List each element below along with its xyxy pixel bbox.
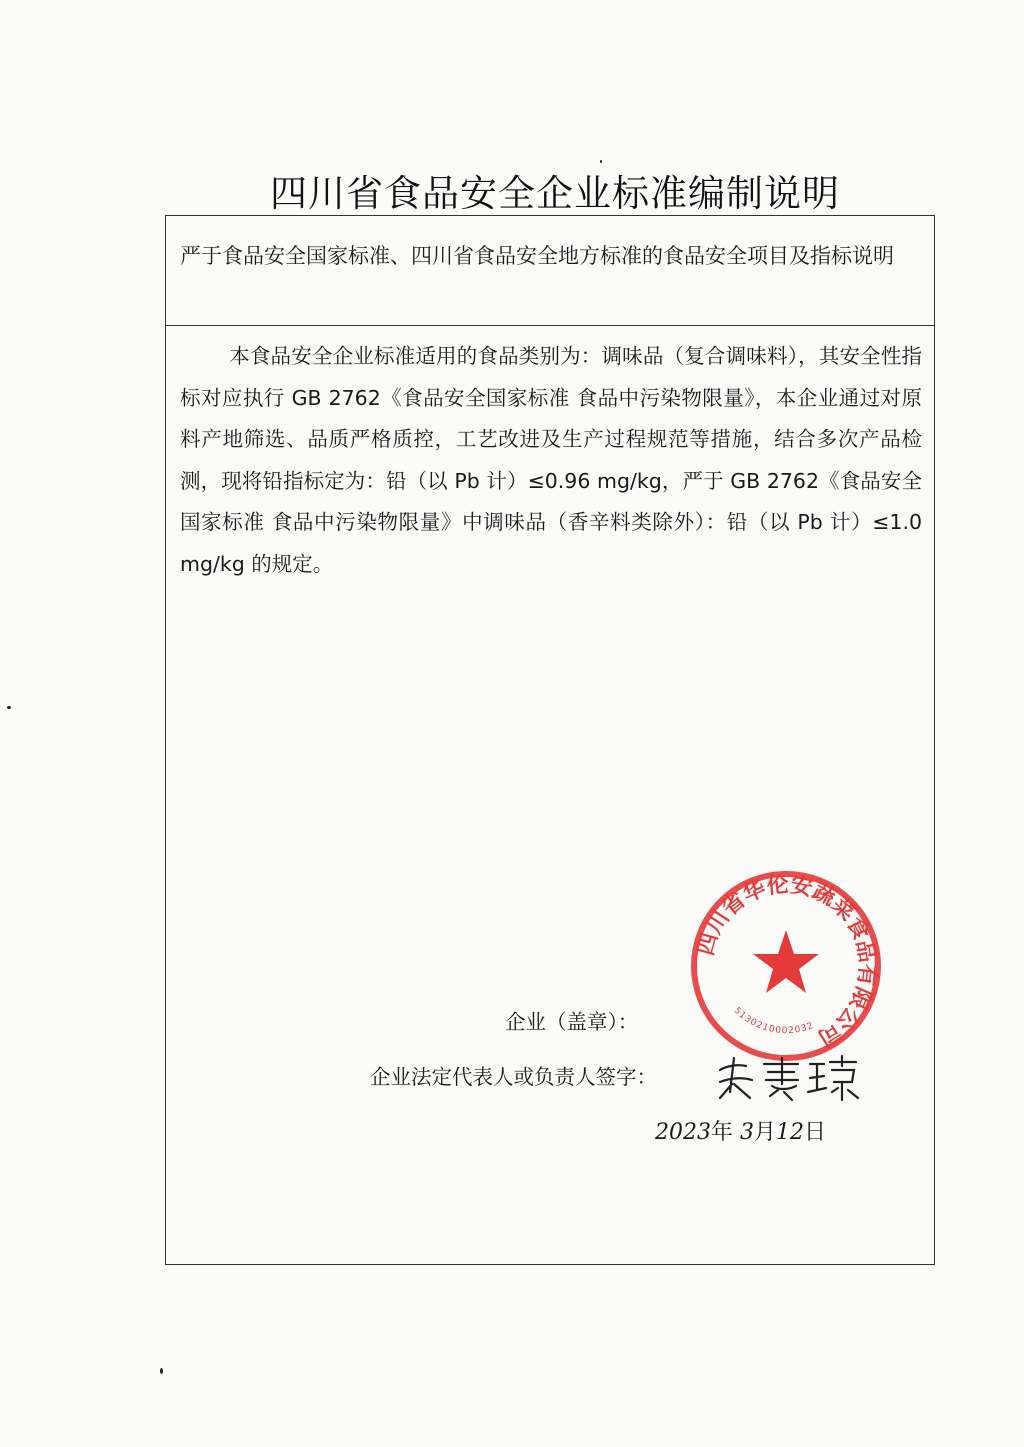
body-text: 本食品安全企业标准适用的食品类别为：调味品（复合调味料），其安全性指标对应执行 GB 2762《食品安全国家标准 食品中污染物限量》，本企业通过对原料产地筛选、品质严格质控，工艺改进及生产过程规范等措施，结合多次产品检测，现将铅指标定为：铅（以 Pb 计）≤0.96 mg/kg，严于 GB 2762《食品安全国家标准 食品中污染物限量》中调味品（香辛料类除外）：铅（以 Pb 计）≤1.0 mg/kg 的规定。 [180,344,922,576]
scan-speck [160,1368,163,1374]
date-year-unit: 年 [711,1120,734,1145]
signature-date [655,1115,826,1146]
date-year: 2023 [655,1120,711,1145]
enterprise-seal-label: 企业（盖章）： [505,1010,639,1034]
content-frame [165,215,935,1265]
seal-company-name: 四川省华伦安蔬菜食品有限公司 [693,872,880,1051]
seal-star-icon [753,930,819,993]
body-paragraph [180,336,922,585]
representative-label: 企业法定代表人或负责人签字： [370,1065,657,1089]
company-seal [688,868,884,1064]
header-cell: 严于食品安全国家标准、四川省食品安全地方标准的食品安全项目及指标说明 [166,216,934,326]
date-day: 12 [776,1120,805,1145]
date-month: 3 [740,1120,755,1145]
scan-speck [600,160,602,163]
scan-speck [7,706,11,709]
document-title: 四川省食品安全企业标准编制说明 [270,172,840,215]
date-day-unit: 日 [804,1120,827,1145]
handwritten-signature [712,1052,862,1104]
date-month-unit: 月 [754,1120,777,1145]
seal-code: 5130210002032 [731,1005,816,1037]
